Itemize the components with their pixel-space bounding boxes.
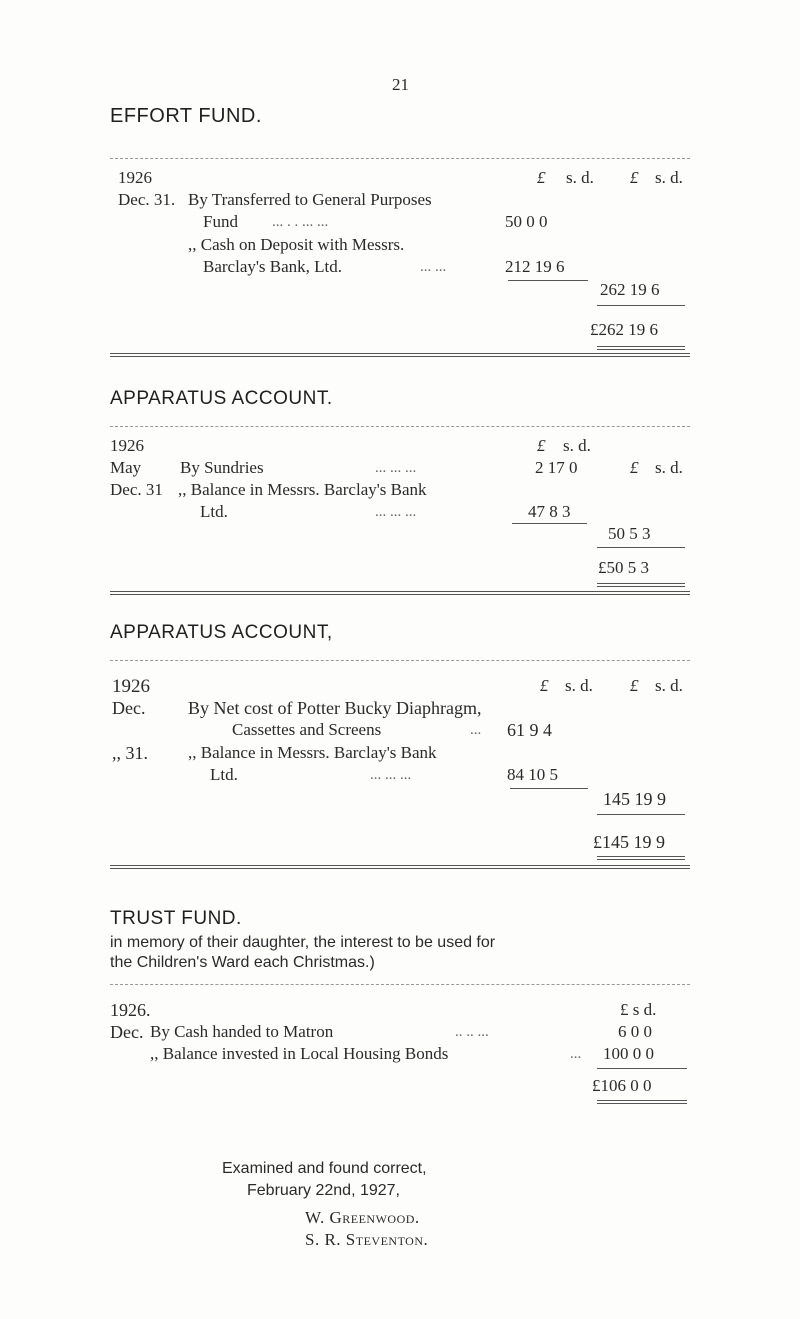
trust-fund-title: TRUST FUND. — [110, 908, 242, 929]
col-pounds: £ — [630, 676, 639, 695]
entry-text: ,, Balance in Messrs. Barclay's Bank — [178, 480, 427, 499]
section-rule — [110, 356, 690, 357]
col-sd: s. d. — [655, 168, 683, 187]
rule — [597, 305, 685, 306]
date: Dec. — [112, 698, 146, 718]
entry-text: By Transferred to General Purposes — [188, 190, 432, 209]
leader-dots: ... ... — [420, 259, 447, 275]
rule — [597, 1068, 687, 1069]
rule — [597, 856, 685, 857]
col-head: £ s d. — [620, 1000, 657, 1019]
divider — [110, 984, 690, 985]
total: £50 5 3 — [598, 558, 649, 577]
col-sd: s. d. — [565, 676, 593, 695]
divider — [110, 660, 690, 661]
apparatus-account-title: APPARATUS ACCOUNT, — [110, 622, 333, 643]
subtotal: 145 19 9 — [603, 789, 666, 809]
trust-note: in memory of their daughter, the interest to be used for — [110, 934, 496, 951]
date: May — [110, 458, 142, 477]
year: 1926 — [112, 676, 150, 697]
section-rule — [110, 591, 690, 592]
rule — [597, 583, 685, 584]
rule — [597, 586, 685, 587]
entry-amount: 212 19 6 — [505, 257, 565, 276]
entry-text: Ltd. — [200, 502, 228, 521]
year: 1926. — [110, 1000, 151, 1020]
total: £106 0 0 — [592, 1076, 652, 1095]
entry-text: ,, Balance in Messrs. Barclay's Bank — [188, 743, 437, 762]
rule — [597, 349, 685, 350]
section-rule — [110, 865, 690, 866]
col-pounds: £ — [540, 676, 549, 695]
entry-amount: 84 10 5 — [507, 765, 558, 784]
signature-steventon: S. R. Steventon. — [305, 1230, 429, 1249]
year: 1926 — [110, 436, 144, 455]
leader-dots: ... — [470, 722, 482, 738]
entry-amount: 6 0 0 — [618, 1022, 652, 1041]
leader-dots: .. .. ... — [455, 1024, 489, 1040]
rule — [597, 547, 685, 548]
subtotal: 262 19 6 — [600, 280, 660, 299]
rule — [597, 1100, 687, 1101]
col-sd: s. d. — [655, 458, 683, 477]
entry-text: By Sundries — [180, 458, 264, 477]
rule — [597, 1103, 687, 1104]
entry-amount: 50 0 0 — [505, 212, 548, 231]
entry-amount: 61 9 4 — [507, 720, 552, 740]
col-pounds: £ — [537, 168, 546, 187]
col-pounds: £ — [630, 458, 639, 477]
leader-dots: ... — [570, 1046, 582, 1062]
entry-text: By Cash handed to Matron — [150, 1022, 334, 1041]
examined-text: Examined and found correct, — [222, 1160, 427, 1177]
section-rule — [110, 353, 690, 354]
rule — [510, 788, 588, 789]
trust-note: the Children's Ward each Christmas.) — [110, 954, 375, 971]
section-rule — [110, 594, 690, 595]
divider — [110, 158, 690, 159]
col-pounds: £ — [630, 168, 639, 187]
year: 1926 — [118, 168, 152, 187]
page-number: 21 — [392, 75, 409, 94]
date: ,, 31. — [112, 743, 148, 763]
entry-text: Fund — [203, 212, 238, 231]
divider — [110, 426, 690, 427]
col-pounds: £ — [537, 436, 546, 455]
entry-text: Barclay's Bank, Ltd. — [203, 257, 343, 276]
entry-amount: 2 17 0 — [535, 458, 578, 477]
rule — [597, 814, 685, 815]
rule — [597, 859, 685, 860]
entry-text: ,, Balance invested in Local Housing Bonds — [150, 1044, 449, 1063]
date: Dec. 31. — [118, 190, 176, 209]
col-sd: s. d. — [566, 168, 594, 187]
rule — [512, 523, 587, 524]
rule — [508, 280, 588, 281]
date: Dec. 31 — [110, 480, 163, 499]
subtotal: 50 5 3 — [608, 524, 651, 543]
date: Dec. — [110, 1022, 144, 1042]
leader-dots: ... ... ... — [375, 504, 417, 520]
entry-text: Ltd. — [210, 765, 238, 784]
signature-greenwood: W. Greenwood. — [305, 1208, 420, 1227]
col-sd: s. d. — [563, 436, 591, 455]
entry-text: ,, Cash on Deposit with Messrs. — [188, 235, 405, 254]
entry-amount: 100 0 0 — [603, 1044, 654, 1063]
leader-dots: ... ... ... — [370, 767, 412, 783]
effort-fund-title: EFFORT FUND. — [110, 105, 262, 127]
total: £262 19 6 — [590, 320, 658, 339]
leader-dots: ... . . ... ... — [272, 214, 329, 230]
examined-date: February 22nd, 1927, — [247, 1182, 400, 1199]
leader-dots: ... ... ... — [375, 460, 417, 476]
col-sd: s. d. — [655, 676, 683, 695]
entry-text: By Net cost of Potter Bucky Diaphragm, — [188, 698, 482, 718]
total: £145 19 9 — [593, 832, 665, 852]
rule — [597, 346, 685, 347]
entry-amount: 47 8 3 — [528, 502, 571, 521]
entry-text: Cassettes and Screens — [232, 720, 382, 739]
section-rule — [110, 868, 690, 869]
apparatus-account-title: APPARATUS ACCOUNT. — [110, 388, 333, 409]
